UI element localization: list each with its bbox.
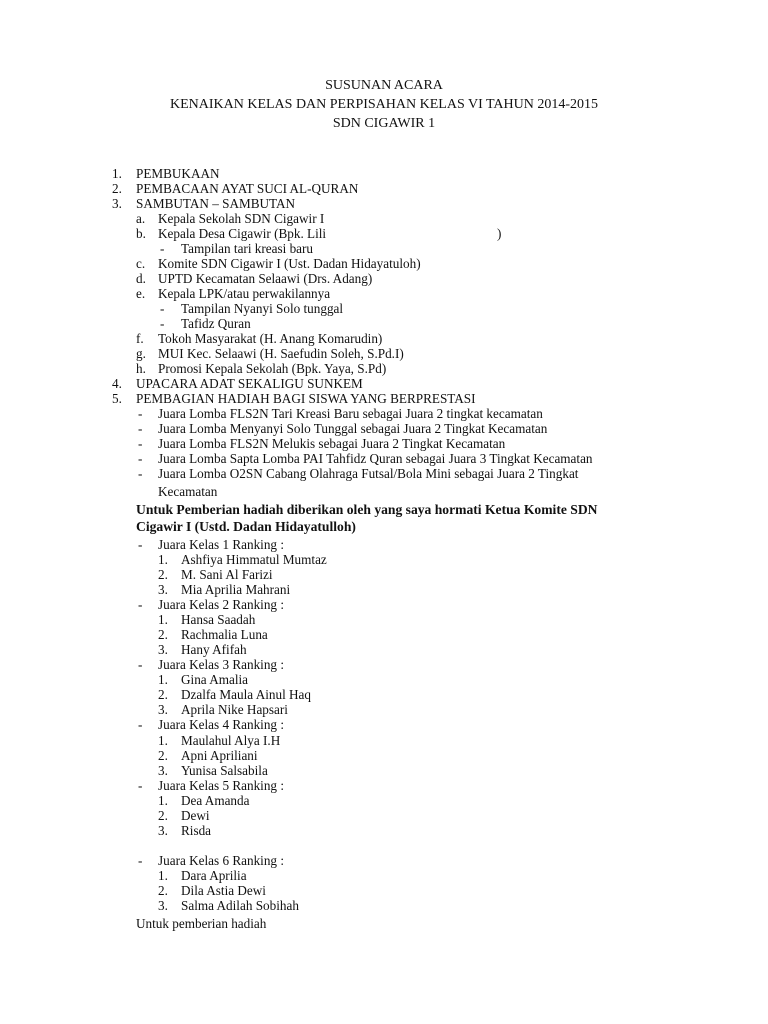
item-letter: d. — [136, 271, 146, 286]
item-text: Kepala Desa Cigawir (Bpk. Lili — [158, 226, 327, 241]
item-text: Juara Kelas 1 Ranking : — [158, 537, 284, 552]
student-name: Salma Adilah Sobihah — [181, 898, 299, 913]
rank-number: 2. — [158, 808, 168, 823]
rank-number: 2. — [158, 567, 168, 582]
rank-number: 2. — [158, 748, 168, 763]
item-text: Juara Lomba FLS2N Tari Kreasi Baru sebagai Juara 2 tingkat kecamatan — [158, 406, 543, 421]
item-dash: - — [160, 316, 165, 331]
rank-number: 2. — [158, 627, 168, 642]
item-text: Promosi Kepala Sekolah (Bpk. Yaya, S.Pd) — [158, 361, 387, 376]
item-text: Juara Lomba O2SN Cabang Olahraga Futsal/Bola Mini sebagai Juara 2 Tingkat — [158, 466, 579, 481]
item-letter: c. — [136, 256, 146, 271]
title-line-1: SUSUNAN ACARA — [325, 78, 443, 93]
item-text: Juara Kelas 2 Ranking : — [158, 597, 284, 612]
item-letter: b. — [136, 226, 146, 241]
student-name: Yunisa Salsabila — [181, 763, 268, 778]
item-number: 3. — [112, 196, 122, 211]
item-number: 5. — [112, 391, 122, 406]
title-line-3: SDN CIGAWIR 1 — [332, 116, 436, 131]
student-name: Gina Amalia — [181, 672, 249, 687]
item-text: Kepala LPK/atau perwakilannya — [158, 286, 331, 301]
student-name: Dewi — [181, 808, 210, 823]
student-name: Rachmalia Luna — [181, 627, 268, 642]
student-name: Dila Astia Dewi — [181, 883, 266, 898]
closing-paren: ) — [497, 226, 502, 241]
student-name: M. Sani Al Farizi — [181, 567, 273, 582]
title-line-2: KENAIKAN KELAS DAN PERPISAHAN KELAS VI TAHUN 2014-2015 — [169, 97, 599, 112]
item-text: Juara Kelas 4 Ranking : — [158, 717, 284, 732]
rank-number: 1. — [158, 672, 168, 687]
item-dash: - — [138, 597, 143, 612]
document-title — [0, 76, 768, 133]
rank-number: 1. — [158, 793, 168, 808]
item-dash: - — [138, 466, 143, 481]
item-dash: - — [138, 853, 143, 868]
student-name: Ashfiya Himmatul Mumtaz — [181, 552, 327, 567]
rank-number: 1. — [158, 612, 168, 627]
student-name: Risda — [181, 823, 212, 838]
item-dash: - — [138, 451, 143, 466]
item-text: Juara Lomba FLS2N Melukis sebagai Juara 2 Tingkat Kecamatan — [158, 436, 506, 451]
student-name: Dea Amanda — [181, 793, 250, 808]
item-text: Tafidz Quran — [181, 316, 251, 331]
item-text: Juara Kelas 5 Ranking : — [158, 778, 284, 793]
rank-number: 1. — [158, 733, 168, 748]
rank-number: 2. — [158, 883, 168, 898]
item-text: Tampilan tari kreasi baru — [181, 241, 313, 256]
rank-number: 3. — [158, 823, 168, 838]
rank-number: 3. — [158, 642, 168, 657]
note-line-1: Untuk Pemberian hadiah diberikan oleh yang saya hormati Ketua Komite SDN — [136, 502, 598, 517]
student-name: Apni Apriliani — [181, 748, 258, 763]
student-name: Aprila Nike Hapsari — [181, 702, 288, 717]
item-text: Tokoh Masyarakat (H. Anang Komarudin) — [158, 331, 383, 346]
item-text: Kepala Sekolah SDN Cigawir I — [158, 211, 325, 226]
item-letter: g. — [136, 346, 146, 361]
item-dash: - — [138, 436, 143, 451]
item-text: Komite SDN Cigawir I (Ust. Dadan Hidayatuloh) — [158, 256, 421, 271]
item-letter: h. — [136, 361, 146, 376]
student-name: Hansa Saadah — [181, 612, 256, 627]
item-text: Untuk pemberian hadiah — [136, 916, 267, 931]
note-line-2: Cigawir I (Ustd. Dadan Hidayatulloh) — [136, 519, 356, 534]
item-number: 2. — [112, 181, 122, 196]
item-letter: a. — [136, 211, 146, 226]
item-number: 4. — [112, 376, 122, 391]
item-dash: - — [160, 301, 165, 316]
student-name: Hany Afifah — [181, 642, 247, 657]
rank-number: 1. — [158, 868, 168, 883]
item-text: Tampilan Nyanyi Solo tunggal — [181, 301, 344, 316]
item-text: PEMBAGIAN HADIAH BAGI SISWA YANG BERPRESTASI — [136, 391, 476, 406]
item-letter: f. — [136, 331, 144, 346]
rank-number: 3. — [158, 763, 168, 778]
rank-number: 3. — [158, 898, 168, 913]
item-text: Juara Kelas 6 Ranking : — [158, 853, 284, 868]
rank-number: 3. — [158, 582, 168, 597]
item-text: Juara Lomba Sapta Lomba PAI Tahfidz Quran sebagai Juara 3 Tingkat Kecamatan — [158, 451, 593, 466]
rank-number: 2. — [158, 687, 168, 702]
student-name: Dara Aprilia — [181, 868, 247, 883]
item-dash: - — [160, 241, 165, 256]
item-dash: - — [138, 717, 143, 732]
item-text: SAMBUTAN – SAMBUTAN — [136, 196, 296, 211]
item-dash: - — [138, 406, 143, 421]
student-name: Dzalfa Maula Ainul Haq — [181, 687, 312, 702]
rank-number: 1. — [158, 552, 168, 567]
item-letter: e. — [136, 286, 146, 301]
item-dash: - — [138, 537, 143, 552]
rank-number: 3. — [158, 702, 168, 717]
item-text: PEMBACAAN AYAT SUCI AL-QURAN — [136, 181, 359, 196]
item-text: MUI Kec. Selaawi (H. Saefudin Soleh, S.Pd.I) — [158, 346, 404, 361]
item-number: 1. — [112, 166, 122, 181]
item-text: PEMBUKAAN — [136, 166, 220, 181]
item-text: UPACARA ADAT SEKALIGU SUNKEM — [136, 376, 363, 391]
item-text: UPTD Kecamatan Selaawi (Drs. Adang) — [158, 271, 373, 286]
item-dash: - — [138, 657, 143, 672]
item-text: Juara Lomba Menyanyi Solo Tunggal sebagai Juara 2 Tingkat Kecamatan — [158, 421, 548, 436]
student-name: Maulahul Alya I.H — [181, 733, 281, 748]
student-name: Mia Aprilia Mahrani — [181, 582, 291, 597]
item-dash: - — [138, 421, 143, 436]
item-text: Juara Kelas 3 Ranking : — [158, 657, 284, 672]
item-dash: - — [138, 778, 143, 793]
item-text: Kecamatan — [158, 484, 218, 499]
